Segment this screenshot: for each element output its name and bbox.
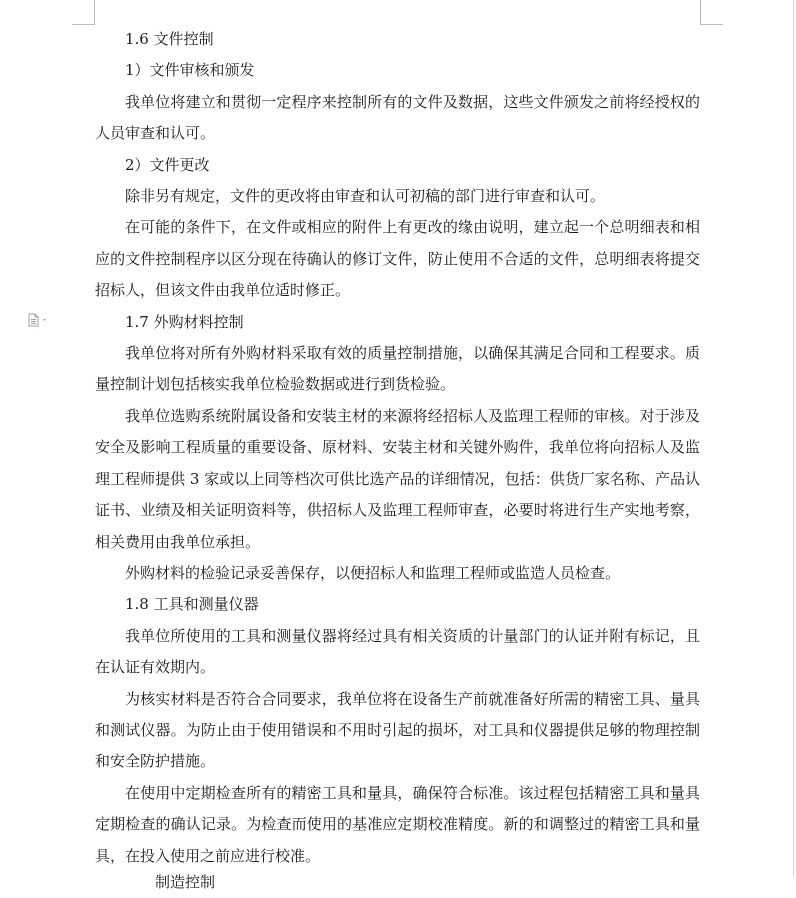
section-heading: 1.6 文件控制 [125,30,214,48]
body-paragraph: 外购材料的检验记录妥善保存，以便招标人和监理工程师或监造人员检查。 [125,563,621,582]
page-corner-mark-top-right [700,0,723,25]
subsection-heading: 1）文件审核和颁发 [125,61,255,80]
body-paragraph: 在使用中定期检查所有的精密工具和量具，确保符合标准。该过程包括精密工具和量具定期检查的确认记录。为检查而使用的基准应定期校准精度。新的和调整过的精密工具和量具，在投入使用之前应进行校准。 [95,783,700,865]
body-paragraph: 我单位选购系统附属设备和安装主材的来源将经招标人及监理工程师的审核。对于涉及安全及影响工程质量的重要设备、原材料、安装主材和关键外购件，我单位将向招标人及监理工程师提供 3 家或以上同等档次可供比选产品的详细情况，包括：供货厂家名称、产品认证书、业绩及相关证明资料等，供招标人及监理工程师审查，必要时将进行生产实地考察，相关费用由我单位承担。 [95,406,700,551]
body-paragraph: 除非另有规定，文件的更改将由审查和认可初稿的部门进行审查和认可。 [125,187,606,206]
body-paragraph: 我单位将建立和贯彻一定程序来控制所有的文件及数据，这些文件颁发之前将经授权的人员审查和认可。 [95,92,700,143]
paragraph-layout-icon[interactable] [27,312,51,326]
subsection-heading: 2）文件更改 [125,155,210,174]
cut-off-heading: 制造控制 [155,873,216,891]
body-paragraph: 我单位所使用的工具和测量仪器将经过具有相关资质的计量部门的认证并附有标记，且在认证有效期内。 [95,626,700,677]
page-right-edge [793,0,794,877]
page-corner-mark-top-left [72,0,95,25]
body-paragraph: 我单位将对所有外购材料采取有效的质量控制措施，以确保其满足合同和工程要求。质量控制计划包括核实我单位检验数据或进行到货检验。 [95,344,700,394]
body-paragraph: 为核实材料是否符合合同要求，我单位将在设备生产前就准备好所需的精密工具、量具和测试仪器。为防止由于使用错误和不用时引起的损坏，对工具和仪器提供足够的物理控制和安全防护措施。 [95,689,700,771]
section-heading: 1.8 工具和测量仪器 [125,595,259,614]
body-paragraph: 在可能的条件下，在文件或相应的附件上有更改的缘由说明，建立起一个总明细表和相应的文件控制程序以区分现在待确认的修订文件，防止使用不合适的文件，总明细表将提交招标人，但该文件由我单位适时修正。 [95,218,700,300]
section-heading: 1.7 外购材料控制 [125,312,244,331]
document-body[interactable] [95,24,700,872]
